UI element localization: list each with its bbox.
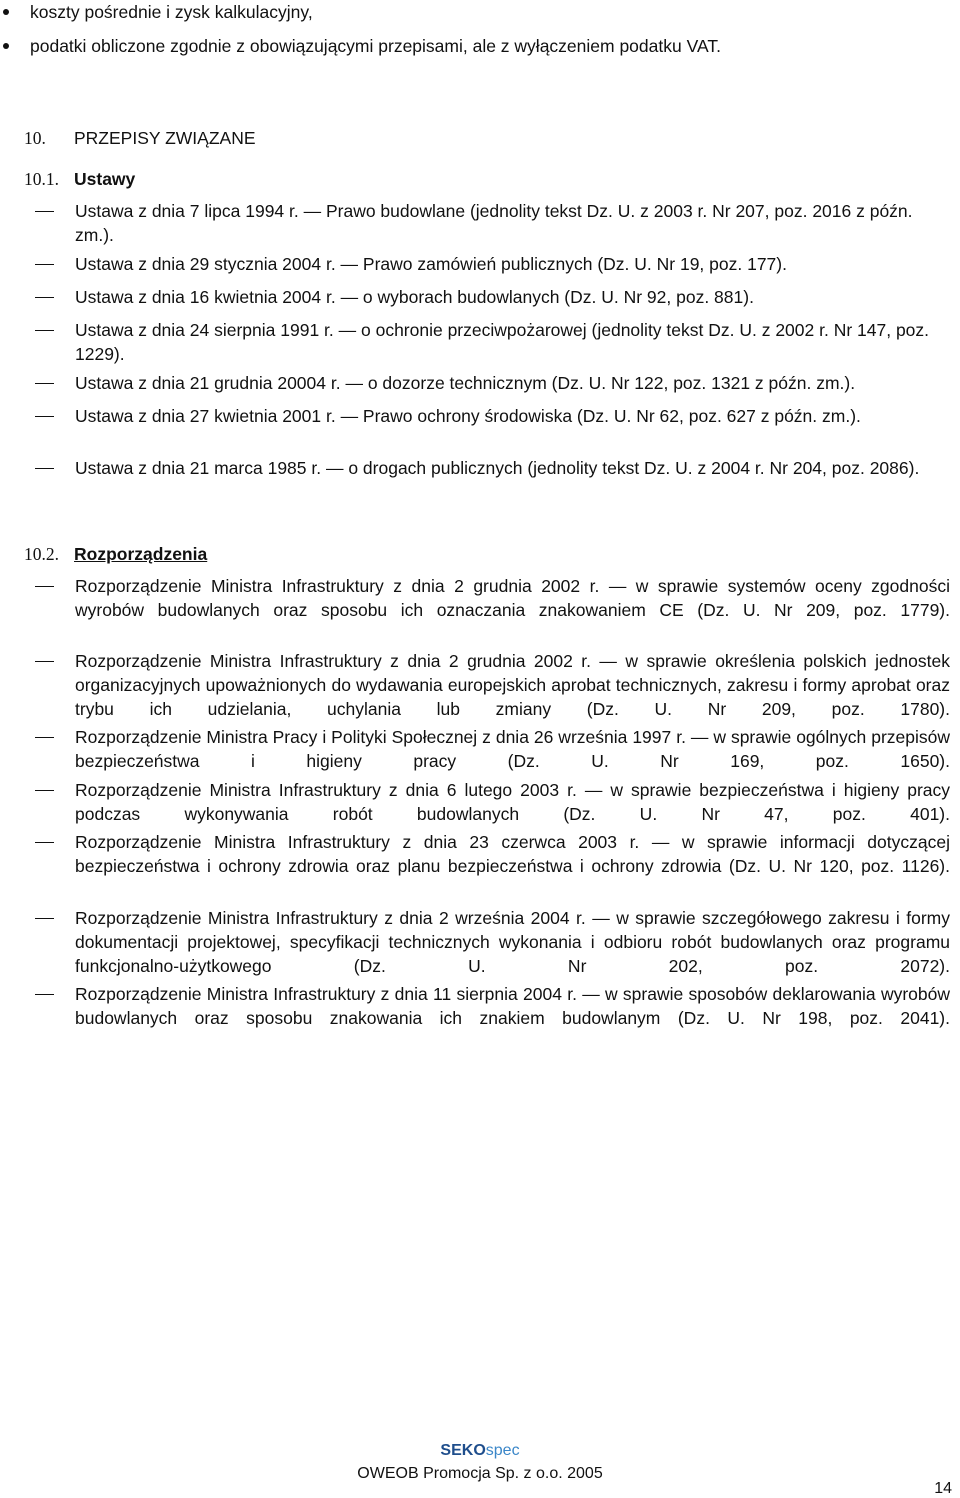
dash-icon (35, 468, 54, 469)
page-number: 14 (934, 1480, 952, 1497)
subsection-title: Rozporządzenia (74, 544, 208, 564)
law-entry-text: Ustawa z dnia 21 marca 1985 r. — o drogach publicznych (jednolity tekst Dz. U. z 2004 r. Nr 204, poz. 2086). (75, 458, 920, 478)
bullet-dot-icon (3, 43, 9, 49)
law-entry-text: Ustawa z dnia 16 kwietnia 2004 r. — o wyborach budowlanych (Dz. U. Nr 92, poz. 881). (75, 287, 754, 307)
regulation-entry-text: Rozporządzenie Ministra Infrastruktury z dnia 6 lutego 2003 r. — w sprawie bezpieczeństwa i higieny pracy podczas wykonywania robót budowlanych (Dz. U. Nr 47, poz. 401). (75, 780, 950, 824)
law-entry-text: Ustawa z dnia 29 stycznia 2004 r. — Prawo zamówień publicznych (Dz. U. Nr 19, poz. 177). (75, 254, 787, 274)
regulation-entry (75, 982, 950, 1054)
bullet-text: koszty pośrednie i zysk kalkulacyjny, (30, 2, 313, 22)
subsection-title: Ustawy (74, 169, 136, 189)
dash-icon (35, 918, 54, 919)
dash-icon (35, 790, 54, 791)
dash-icon (35, 297, 54, 298)
law-entry (75, 371, 950, 395)
section-heading (24, 126, 256, 150)
regulation-entry-text: Rozporządzenie Ministra Infrastruktury z dnia 11 sierpnia 2004 r. — w sprawie sposobów deklarowania wyrobów budowlanych oraz sposobu znakowania ich znakiem budowlanym (Dz. U. Nr 198, poz. 2041). (75, 984, 950, 1028)
brand-part-1: SEKO (440, 1442, 486, 1459)
regulation-entry-text: Rozporządzenie Ministra Infrastruktury z dnia 2 grudnia 2002 r. — w sprawie systemów oceny zgodności wyrobów budowlanych oraz sposobu ich oznaczania znakowaniem CE (Dz. U. Nr 209, poz. 1779). (75, 576, 950, 620)
regulation-entry-text: Rozporządzenie Ministra Infrastruktury z dnia 2 września 2004 r. — w sprawie szczegółowego zakresu i formy dokumentacji projektowej, specyfikacji technicznych wykonania i odbioru robót budowlanych oraz programu funkcjonalno-użytkowego (Dz. U. Nr 202, poz. 2072). (75, 908, 950, 976)
subsection-number: 10.2. (24, 544, 59, 564)
law-entry (75, 456, 950, 480)
dash-icon (35, 994, 54, 995)
dash-icon (35, 842, 54, 843)
dash-icon (35, 737, 54, 738)
regulation-entry-text: Rozporządzenie Ministra Infrastruktury z dnia 2 grudnia 2002 r. — w sprawie określenia polskich jednostek organizacyjnych upoważnionych do wydawania europejskich aprobat technicznych, zakresu i formy aprobat oraz trybu ich udzielania, uchylania lub zmiany (Dz. U. Nr 209, poz. 1780). (75, 651, 950, 719)
subsection-number: 10.1. (24, 169, 59, 189)
dash-icon (35, 383, 54, 384)
regulation-entry (75, 830, 950, 902)
law-entry (75, 252, 950, 276)
law-entry-text: Ustawa z dnia 27 kwietnia 2001 r. — Prawo ochrony środowiska (Dz. U. Nr 62, poz. 627 z późn. zm.). (75, 406, 861, 426)
dash-icon (35, 211, 54, 212)
subsection-heading-laws (24, 167, 135, 191)
law-entry-text: Ustawa z dnia 24 sierpnia 1991 r. — o ochronie przeciwpożarowej (jednolity tekst Dz. U. z 2002 r. Nr 147, poz. 1229). (75, 320, 930, 364)
regulation-entry (75, 574, 950, 646)
regulation-entry-text: Rozporządzenie Ministra Pracy i Polityki Społecznej z dnia 26 września 1997 r. — w sprawie ogólnych przepisów bezpieczeństwa i higieny pracy (Dz. U. Nr 169, poz. 1650). (75, 727, 950, 771)
dash-icon (35, 416, 54, 417)
bullet-text: podatki obliczone zgodnie z obowiązującymi przepisami, ale z wyłączeniem podatku VAT. (30, 36, 721, 56)
law-entry-text: Ustawa z dnia 21 grudnia 20004 r. — o dozorze technicznym (Dz. U. Nr 122, poz. 1321 z późn. zm.). (75, 373, 856, 393)
footer-company: OWEOB Promocja Sp. z o.o. 2005 (357, 1465, 603, 1482)
law-entry (75, 285, 950, 309)
footer-brand-logo (0, 1442, 960, 1460)
bullet-dot-icon (3, 9, 9, 15)
regulation-entry-text: Rozporządzenie Ministra Infrastruktury z dnia 23 czerwca 2003 r. — w sprawie informacji dotyczącej bezpieczeństwa i ochrony zdrowia oraz planu bezpieczeństwa i ochrony zdrowia (Dz. U. Nr 120, poz. 1126). (75, 832, 950, 876)
bullet-item (30, 34, 950, 58)
dash-icon (35, 330, 54, 331)
law-entry-text: Ustawa z dnia 7 lipca 1994 r. — Prawo budowlane (jednolity tekst Dz. U. z 2003 r. Nr 207, poz. 2016 z późn. zm.). (75, 201, 913, 245)
law-entry (75, 199, 950, 247)
dash-icon (35, 661, 54, 662)
dash-icon (35, 264, 54, 265)
section-number: 10. (24, 128, 46, 148)
dash-icon (35, 586, 54, 587)
law-entry (75, 404, 950, 428)
brand-part-2: spec (485, 1442, 520, 1459)
bullet-item (30, 0, 950, 24)
section-title: PRZEPISY ZWIĄZANE (74, 128, 256, 148)
subsection-heading-regulations (24, 542, 207, 566)
law-entry (75, 318, 950, 366)
